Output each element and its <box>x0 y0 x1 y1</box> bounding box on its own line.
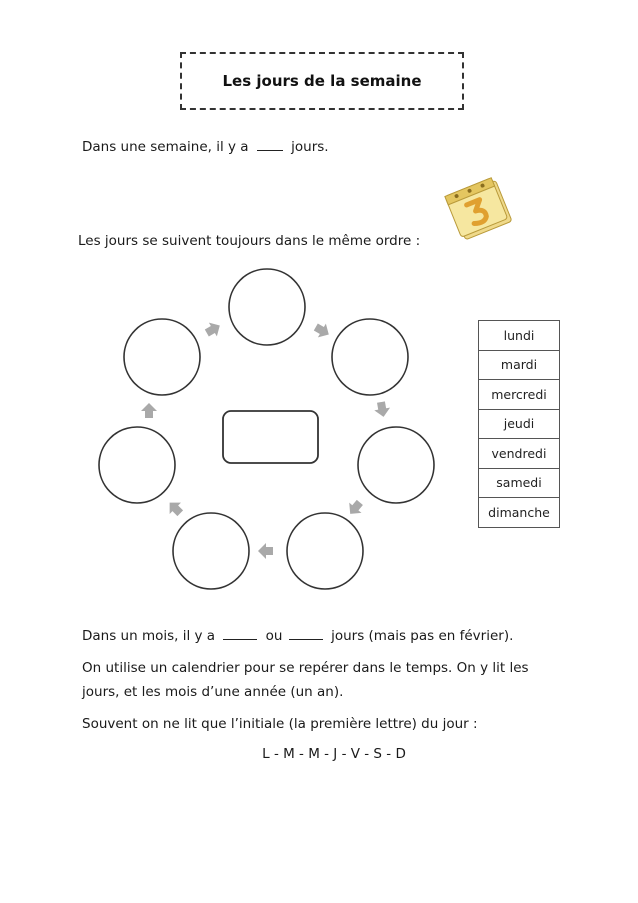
day-cell-mercredi[interactable]: mercredi <box>479 380 560 410</box>
arrow-icon-6 <box>164 497 186 519</box>
day-circle-5[interactable] <box>173 513 249 589</box>
page-title: Les jours de la semaine <box>222 72 422 90</box>
blank-month-days-1[interactable] <box>223 629 257 640</box>
day-cell-dimanche[interactable]: dimanche <box>479 498 560 528</box>
sentence-same-order: Les jours se suivent toujours dans le même ordre : <box>78 233 421 249</box>
sentence-week-days-start: Dans une semaine, il y a <box>82 139 249 155</box>
sentence-month-days-part1: Dans un mois, il y a <box>82 628 216 644</box>
sentence-calendar-1: On utilise un calendrier pour se repérer dans le temps. On y lit les <box>82 660 529 676</box>
day-cell-vendredi[interactable]: vendredi <box>479 439 560 469</box>
day-circle-2[interactable] <box>332 319 408 395</box>
arrow-icon-1 <box>203 319 224 340</box>
sentence-initial: Souvent on ne lit que l’initiale (la première lettre) du jour : <box>82 716 478 732</box>
day-circle-1[interactable] <box>229 269 305 345</box>
day-initials: L - M - M - J - V - S - D <box>262 746 406 762</box>
arrow-icon-3 <box>373 401 391 419</box>
sentence-calendar-2: jours, et les mois d’une année (un an). <box>82 684 344 700</box>
day-cell-mardi[interactable]: mardi <box>479 350 560 380</box>
day-cell-jeudi[interactable]: jeudi <box>479 409 560 439</box>
days-table <box>478 320 560 528</box>
arrow-icon-5 <box>258 543 273 559</box>
day-circle-6[interactable] <box>99 427 175 503</box>
arrow-icon-4 <box>344 497 366 519</box>
day-circle-4[interactable] <box>287 513 363 589</box>
blank-month-days-2[interactable] <box>289 629 323 640</box>
arrow-icon-2 <box>312 320 333 341</box>
sentence-month-days-part3: jours (mais pas en février). <box>331 628 514 644</box>
sentence-month-days <box>82 628 513 644</box>
center-box[interactable] <box>223 411 318 463</box>
sentence-month-days-part2: ou <box>265 628 283 644</box>
day-circle-3[interactable] <box>358 427 434 503</box>
day-circle-7[interactable] <box>124 319 200 395</box>
sentence-week-days-end: jours. <box>291 139 329 155</box>
arrow-icon-7 <box>141 403 157 418</box>
day-cell-lundi[interactable]: lundi <box>479 321 560 351</box>
day-cell-samedi[interactable]: samedi <box>479 468 560 498</box>
